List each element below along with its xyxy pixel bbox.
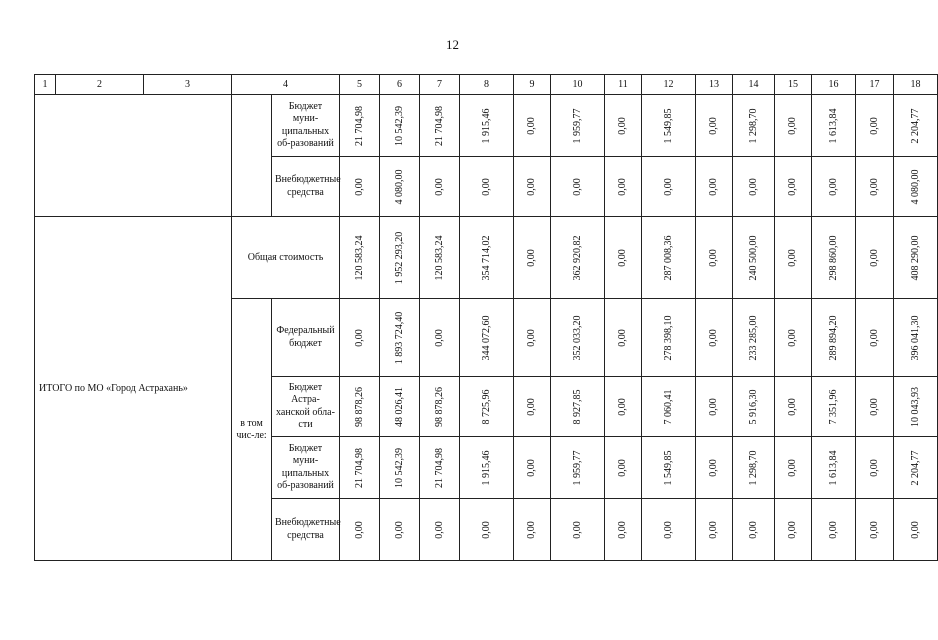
- cell-value: 0,00: [433, 520, 445, 539]
- value-col-11: [605, 499, 642, 561]
- value-col-8: [460, 437, 514, 499]
- value-col-5: [340, 377, 380, 437]
- value-col-5: [340, 299, 380, 377]
- cell-value: 396 041,30: [909, 315, 921, 360]
- table-body: [35, 75, 938, 561]
- cell-value: 0,00: [868, 116, 880, 135]
- value-col-13: [696, 95, 733, 157]
- value-col-5: [340, 157, 380, 217]
- value-col-12: [642, 377, 696, 437]
- cell-value: 10 043,93: [909, 386, 921, 427]
- cell-value: 1 549,85: [662, 450, 674, 485]
- cell-value: 0,00: [787, 248, 798, 267]
- value-col-11: [605, 95, 642, 157]
- column-header-4: 4: [232, 75, 340, 95]
- value-col-9: [514, 499, 551, 561]
- cell-value: 0,00: [708, 520, 719, 539]
- cell-value: 0,00: [571, 177, 583, 196]
- value-col-15: [775, 377, 812, 437]
- value-col-18: [894, 377, 938, 437]
- value-col-14: [733, 95, 775, 157]
- column-header-16: 16: [812, 75, 856, 95]
- value-col-9: [514, 157, 551, 217]
- cell-value: 0,00: [480, 177, 492, 196]
- cell-value: 1 298,70: [747, 108, 759, 143]
- value-col-8: [460, 499, 514, 561]
- funding-source-label: Федеральный бюджет: [272, 299, 340, 377]
- value-col-7: [420, 377, 460, 437]
- cell-value: 344 072,60: [480, 315, 492, 360]
- cell-value: 0,00: [526, 328, 537, 347]
- cell-value: 98 878,26: [353, 386, 365, 427]
- column-header-17: 17: [856, 75, 894, 95]
- column-header-15: 15: [775, 75, 812, 95]
- cell-value: 0,00: [617, 328, 628, 347]
- cell-value: 0,00: [868, 248, 880, 267]
- cell-value: 1 613,84: [827, 108, 839, 143]
- cell-value: 0,00: [868, 520, 880, 539]
- value-col-9: [514, 377, 551, 437]
- value-col-16: [812, 217, 856, 299]
- value-col-16: [812, 299, 856, 377]
- value-col-9: [514, 217, 551, 299]
- cell-value: 21 704,98: [353, 105, 365, 146]
- cell-value: 7 060,41: [662, 389, 674, 424]
- value-col-7: [420, 299, 460, 377]
- cell-value: 2 204,77: [909, 450, 921, 485]
- cell-value: 0,00: [526, 248, 537, 267]
- cell-value: 289 894,20: [827, 315, 839, 360]
- cell-value: 0,00: [708, 177, 719, 196]
- cell-value: 0,00: [617, 458, 628, 477]
- value-col-15: [775, 217, 812, 299]
- cell-value: 48 026,41: [393, 386, 405, 427]
- cell-value: 0,00: [827, 177, 839, 196]
- value-col-7: [420, 437, 460, 499]
- cell-value: 7 351,96: [827, 389, 839, 424]
- value-col-10: [551, 95, 605, 157]
- cell-value: 287 008,36: [662, 235, 674, 280]
- cell-value: 1 613,84: [827, 450, 839, 485]
- cell-value: 0,00: [617, 116, 628, 135]
- cell-value: 0,00: [868, 177, 880, 196]
- value-col-15: [775, 157, 812, 217]
- cell-value: 0,00: [526, 458, 537, 477]
- value-col-16: [812, 499, 856, 561]
- column-header-6: 6: [380, 75, 420, 95]
- value-col-18: [894, 217, 938, 299]
- cell-value: 0,00: [787, 116, 798, 135]
- cell-value: 0,00: [868, 397, 880, 416]
- column-header-2: 2: [56, 75, 144, 95]
- value-col-8: [460, 299, 514, 377]
- value-col-18: [894, 499, 938, 561]
- value-col-8: [460, 95, 514, 157]
- value-col-8: [460, 157, 514, 217]
- funding-source-label: Бюджет муни-ципальных об-разований: [272, 437, 340, 499]
- value-col-6: [380, 299, 420, 377]
- funding-source-label: Бюджет муни-ципальных об-разований: [272, 95, 340, 157]
- value-col-14: [733, 499, 775, 561]
- value-col-7: [420, 157, 460, 217]
- cell-value: 233 285,00: [747, 315, 759, 360]
- value-col-6: [380, 377, 420, 437]
- value-col-17: [856, 377, 894, 437]
- cell-value: 0,00: [747, 177, 759, 196]
- table-row: [35, 95, 938, 157]
- cell-value: 8 725,96: [480, 389, 492, 424]
- value-col-7: [420, 499, 460, 561]
- funding-source-label: Внебюджетные средства: [272, 157, 340, 217]
- cell-value: 0,00: [909, 520, 921, 539]
- cell-value: 408 290,00: [909, 235, 921, 280]
- value-col-8: [460, 377, 514, 437]
- cell-value: 362 920,82: [571, 235, 583, 280]
- cell-value: 0,00: [708, 116, 719, 135]
- column-header-7: 7: [420, 75, 460, 95]
- value-col-11: [605, 377, 642, 437]
- cell-value: 120 583,24: [433, 235, 445, 280]
- funding-source-label: Бюджет Астра-ханской обла-сти: [272, 377, 340, 437]
- cell-value: 2 204,77: [909, 108, 921, 143]
- column-header-12: 12: [642, 75, 696, 95]
- value-col-14: [733, 299, 775, 377]
- value-col-15: [775, 437, 812, 499]
- value-col-6: [380, 499, 420, 561]
- cell-value: 240 500,00: [747, 235, 759, 280]
- cell-value: 0,00: [526, 397, 537, 416]
- cell-value: 0,00: [787, 397, 798, 416]
- cell-value: 0,00: [662, 177, 674, 196]
- cell-value: 8 927,85: [571, 389, 583, 424]
- value-col-13: [696, 437, 733, 499]
- cell-value: 1 952 293,20: [393, 231, 405, 284]
- cell-value: 0,00: [617, 248, 628, 267]
- value-col-6: [380, 95, 420, 157]
- value-col-11: [605, 299, 642, 377]
- column-header-8: 8: [460, 75, 514, 95]
- column-header-18: 18: [894, 75, 938, 95]
- value-col-15: [775, 299, 812, 377]
- column-header-14: 14: [733, 75, 775, 95]
- including-label: в том чис-ле:: [232, 299, 272, 561]
- cell-value: 354 714,02: [480, 235, 492, 280]
- cell-value: 0,00: [353, 177, 365, 196]
- cell-value: 0,00: [787, 520, 798, 539]
- column-header-10: 10: [551, 75, 605, 95]
- value-col-10: [551, 217, 605, 299]
- cell-value: 0,00: [353, 520, 365, 539]
- value-col-17: [856, 299, 894, 377]
- cell-value: 5 916,30: [747, 389, 759, 424]
- header-row: [35, 75, 938, 95]
- value-col-6: [380, 157, 420, 217]
- value-col-9: [514, 437, 551, 499]
- value-col-11: [605, 217, 642, 299]
- cell-value: 0,00: [617, 397, 628, 416]
- column-header-1: 1: [35, 75, 56, 95]
- value-col-7: [420, 217, 460, 299]
- value-col-5: [340, 217, 380, 299]
- value-col-12: [642, 157, 696, 217]
- value-col-14: [733, 377, 775, 437]
- value-col-15: [775, 499, 812, 561]
- value-col-10: [551, 299, 605, 377]
- blank-cell: [232, 95, 272, 217]
- value-col-9: [514, 299, 551, 377]
- total-label: ИТОГО по МО «Город Астрахань»: [35, 217, 232, 561]
- cell-value: 21 704,98: [353, 447, 365, 488]
- cell-value: 0,00: [868, 458, 880, 477]
- cell-value: 4 080,00: [909, 169, 921, 204]
- budget-table: [34, 74, 938, 561]
- value-col-16: [812, 437, 856, 499]
- cell-value: 0,00: [526, 116, 537, 135]
- cell-value: 0,00: [571, 520, 583, 539]
- cell-value: 0,00: [353, 328, 365, 347]
- value-col-5: [340, 95, 380, 157]
- cell-value: 1 959,77: [571, 108, 583, 143]
- cell-value: 10 542,39: [393, 447, 405, 488]
- cell-value: 0,00: [526, 177, 537, 196]
- cell-value: 120 583,24: [353, 235, 365, 280]
- cell-value: 98 878,26: [433, 386, 445, 427]
- cell-value: 0,00: [787, 177, 798, 196]
- value-col-17: [856, 437, 894, 499]
- value-col-17: [856, 499, 894, 561]
- cell-value: 1 549,85: [662, 108, 674, 143]
- cell-value: 0,00: [617, 177, 628, 196]
- value-col-14: [733, 157, 775, 217]
- total-cost-label: Общая стоимость: [232, 217, 340, 299]
- cell-value: 0,00: [433, 177, 445, 196]
- funding-source-label: Внебюджетные средства: [272, 499, 340, 561]
- cell-value: 0,00: [708, 328, 719, 347]
- value-col-10: [551, 499, 605, 561]
- value-col-13: [696, 299, 733, 377]
- value-col-16: [812, 377, 856, 437]
- value-col-10: [551, 437, 605, 499]
- value-col-6: [380, 217, 420, 299]
- cell-value: 298 860,00: [827, 235, 839, 280]
- cell-value: 0,00: [393, 520, 405, 539]
- cell-value: 278 398,10: [662, 315, 674, 360]
- value-col-13: [696, 157, 733, 217]
- value-col-12: [642, 499, 696, 561]
- column-header-11: 11: [605, 75, 642, 95]
- value-col-17: [856, 95, 894, 157]
- cell-value: 0,00: [433, 328, 445, 347]
- value-col-13: [696, 377, 733, 437]
- value-col-16: [812, 157, 856, 217]
- column-header-3: 3: [144, 75, 232, 95]
- value-col-5: [340, 499, 380, 561]
- value-col-10: [551, 377, 605, 437]
- cell-value: 21 704,98: [433, 447, 445, 488]
- value-col-12: [642, 217, 696, 299]
- value-col-12: [642, 95, 696, 157]
- blank-cell: [35, 95, 232, 217]
- value-col-5: [340, 437, 380, 499]
- value-col-14: [733, 437, 775, 499]
- cell-value: 4 080,00: [393, 169, 405, 204]
- page-number: 12: [446, 37, 459, 52]
- value-col-15: [775, 95, 812, 157]
- cell-value: 0,00: [480, 520, 492, 539]
- cell-value: 1 298,70: [747, 450, 759, 485]
- value-col-18: [894, 437, 938, 499]
- value-col-18: [894, 157, 938, 217]
- cell-value: 1 915,46: [480, 450, 492, 485]
- cell-value: 21 704,98: [433, 105, 445, 146]
- cell-value: 0,00: [747, 520, 759, 539]
- value-col-6: [380, 437, 420, 499]
- cell-value: 0,00: [662, 520, 674, 539]
- value-col-11: [605, 157, 642, 217]
- cell-value: 0,00: [617, 520, 628, 539]
- value-col-16: [812, 95, 856, 157]
- cell-value: 0,00: [526, 520, 537, 539]
- cell-value: 1 959,77: [571, 450, 583, 485]
- cell-value: 0,00: [708, 458, 719, 477]
- cell-value: 0,00: [827, 520, 839, 539]
- value-col-12: [642, 437, 696, 499]
- value-col-11: [605, 437, 642, 499]
- value-col-18: [894, 299, 938, 377]
- value-col-13: [696, 499, 733, 561]
- cell-value: 0,00: [868, 328, 880, 347]
- column-header-9: 9: [514, 75, 551, 95]
- cell-value: 1 915,46: [480, 108, 492, 143]
- value-col-17: [856, 217, 894, 299]
- column-header-5: 5: [340, 75, 380, 95]
- cell-value: 0,00: [708, 248, 719, 267]
- value-col-14: [733, 217, 775, 299]
- value-col-17: [856, 157, 894, 217]
- value-col-13: [696, 217, 733, 299]
- table-row: [35, 217, 938, 299]
- value-col-10: [551, 157, 605, 217]
- cell-value: 0,00: [787, 458, 798, 477]
- value-col-9: [514, 95, 551, 157]
- value-col-7: [420, 95, 460, 157]
- cell-value: 1 893 724,40: [393, 311, 405, 364]
- value-col-12: [642, 299, 696, 377]
- cell-value: 352 033,20: [571, 315, 583, 360]
- cell-value: 0,00: [787, 328, 798, 347]
- cell-value: 10 542,39: [393, 105, 405, 146]
- value-col-18: [894, 95, 938, 157]
- value-col-8: [460, 217, 514, 299]
- column-header-13: 13: [696, 75, 733, 95]
- cell-value: 0,00: [708, 397, 719, 416]
